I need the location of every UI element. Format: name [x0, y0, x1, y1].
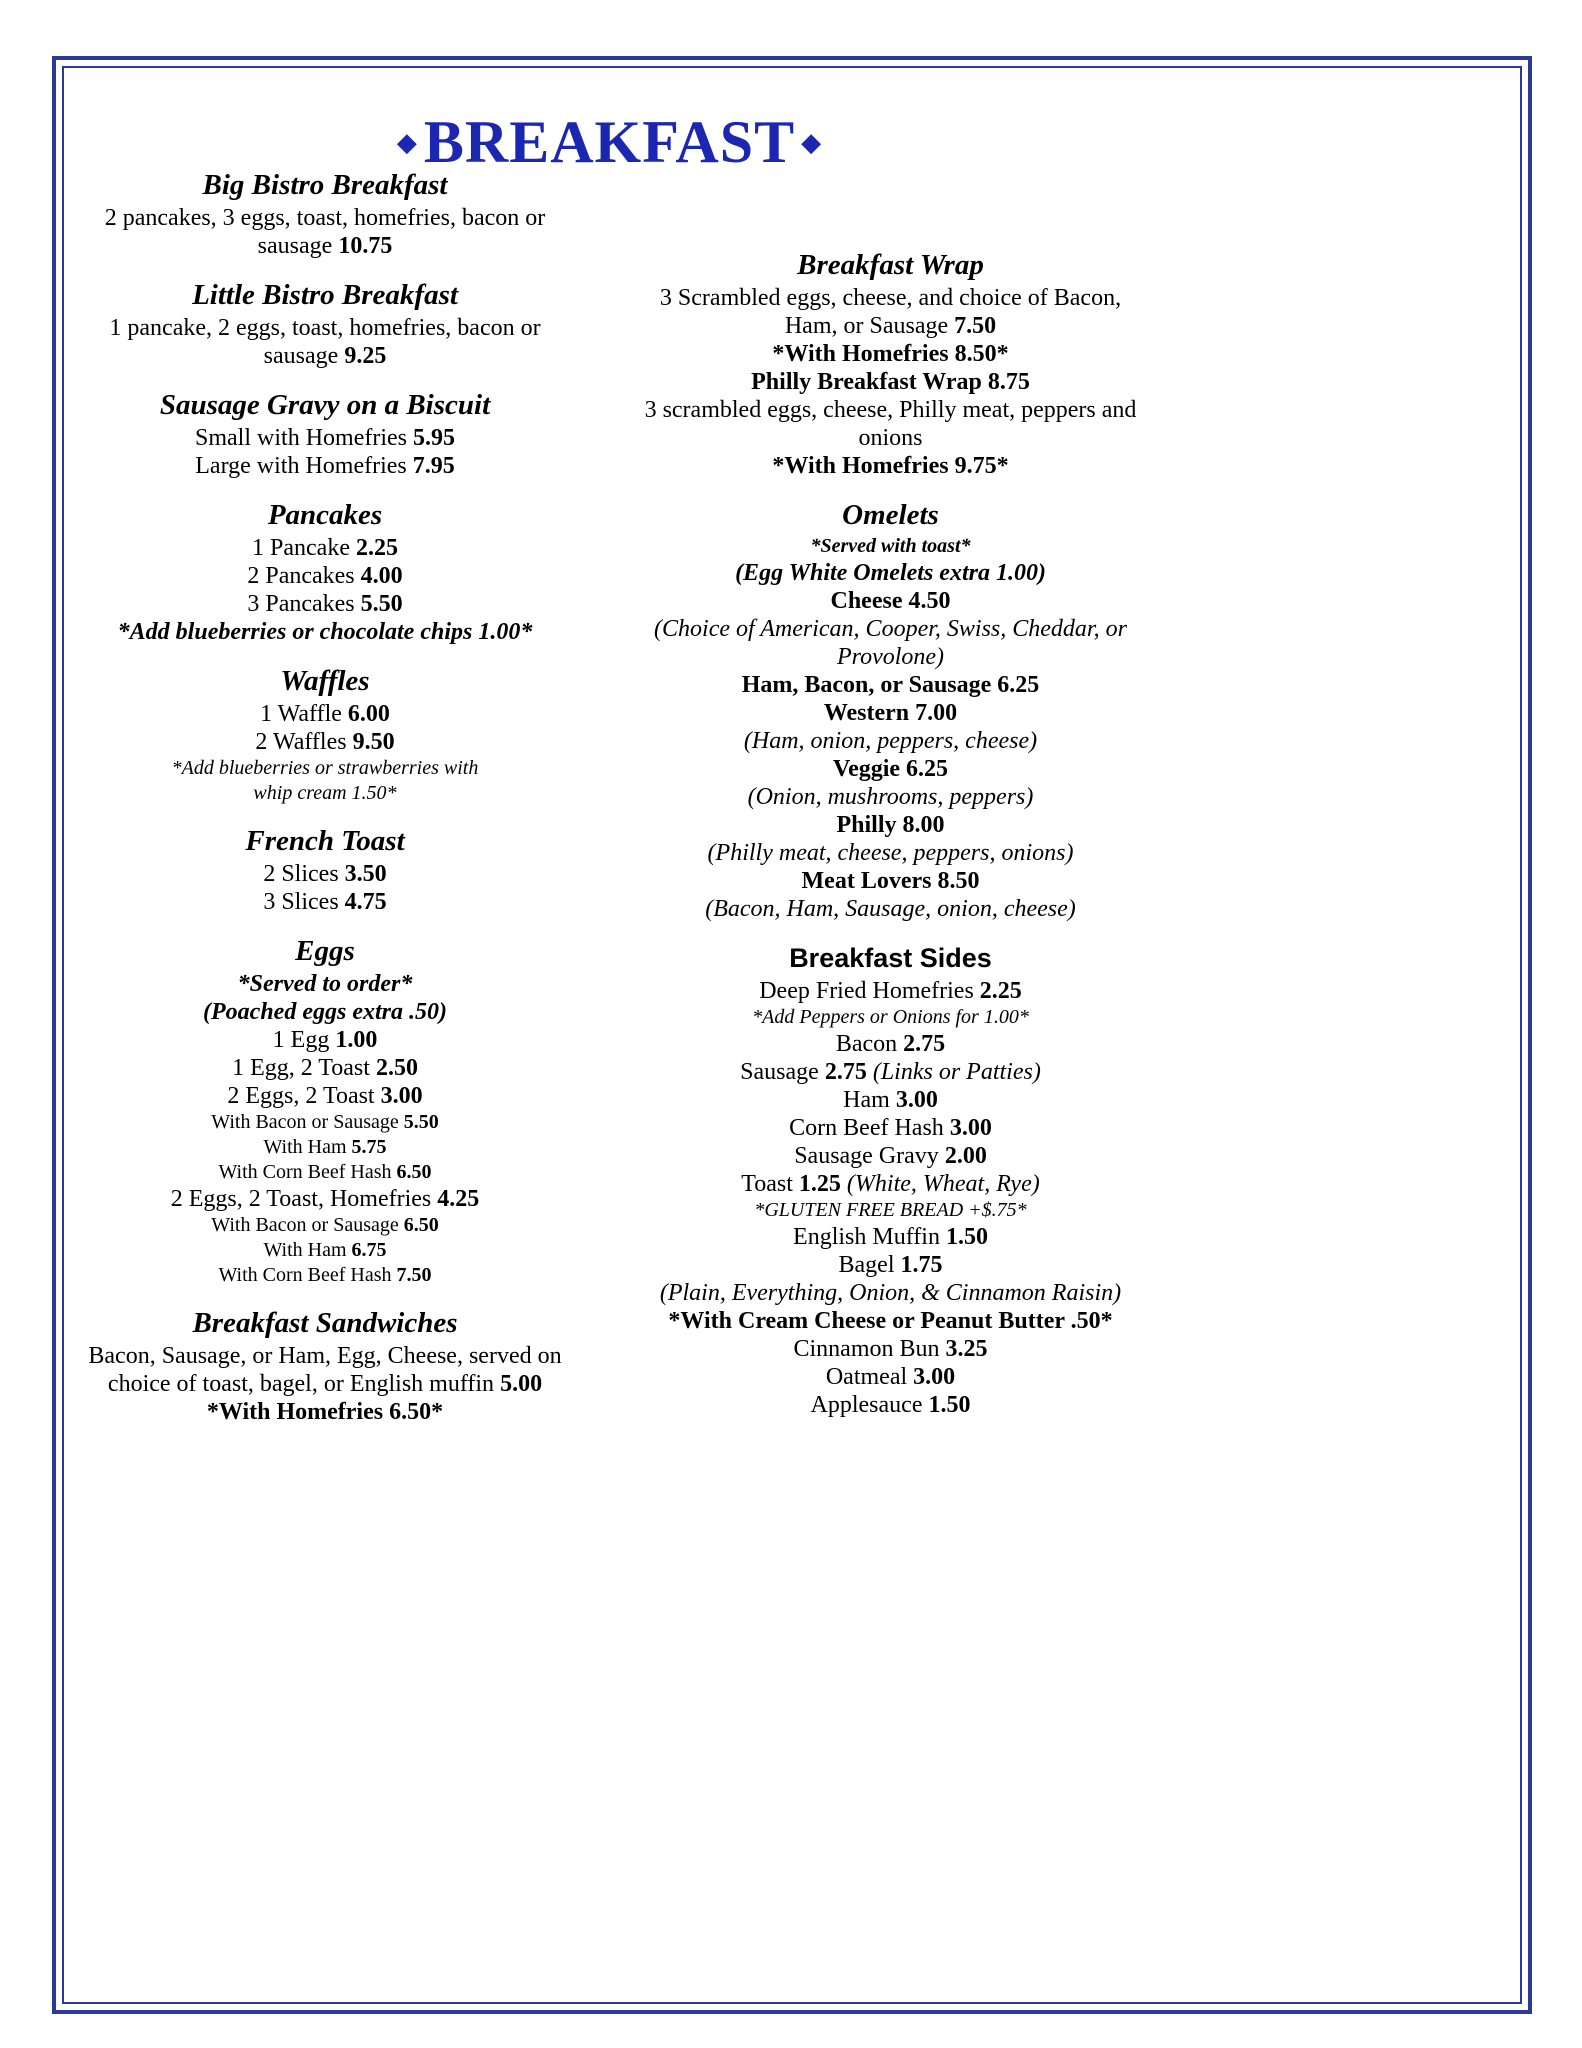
menu-line	[633, 671, 1148, 699]
menu-text: 2.25	[979, 978, 1022, 1004]
menu-line	[633, 1170, 1148, 1198]
menu-text: 3.25	[945, 1336, 988, 1362]
menu-line	[633, 615, 1148, 671]
menu-line	[633, 755, 1148, 783]
menu-text: *Add blueberries or chocolate chips 1.00*	[117, 619, 533, 645]
menu-text: 2 Eggs, 2 Toast	[227, 1083, 381, 1109]
menu-text: With Corn Beef Hash	[218, 1161, 397, 1183]
menu-text: 5.50	[403, 1111, 439, 1133]
menu-text: Toast	[741, 1171, 799, 1197]
menu-line	[633, 534, 1148, 559]
section-title: French Toast	[245, 825, 405, 857]
menu-line	[633, 559, 1148, 587]
menu-text: 5.95	[412, 425, 455, 451]
menu-text: Ham, Bacon, or Sausage 6.25	[741, 672, 1040, 698]
menu-text: 5.50	[360, 591, 403, 617]
menu-line	[633, 1142, 1148, 1170]
menu-text: (Bacon, Ham, Sausage, onion, cheese)	[705, 896, 1076, 922]
menu-line	[633, 1363, 1148, 1391]
menu-line	[85, 1082, 565, 1110]
menu-text: *Add Peppers or Onions for 1.00*	[752, 1006, 1029, 1028]
menu-text: 3 Scrambled eggs, cheese, and choice of Bacon, Ham, or Sausage	[659, 285, 1122, 339]
menu-line	[85, 590, 565, 618]
menu-text: 1 Waffle	[260, 701, 348, 727]
menu-section	[85, 276, 565, 370]
menu-line	[633, 1335, 1148, 1363]
menu-text: 1.50	[928, 1392, 971, 1418]
menu-line	[85, 1398, 565, 1426]
menu-text: Philly Breakfast Wrap 8.75	[751, 369, 1030, 395]
section-title: Waffles	[280, 665, 370, 697]
menu-line	[85, 204, 565, 260]
menu-text: 1 Egg	[272, 1027, 336, 1053]
menu-section	[85, 932, 565, 1288]
menu-text: 2 Slices	[263, 861, 345, 887]
section-title: Breakfast Sides	[789, 943, 992, 973]
menu-text: Deep Fried Homefries	[759, 978, 980, 1004]
menu-line	[633, 1030, 1148, 1058]
menu-text: (Egg White Omelets extra 1.00)	[735, 560, 1046, 586]
page-title	[62, 109, 1157, 175]
menu-line	[85, 1054, 565, 1082]
menu-line	[633, 1114, 1148, 1142]
diamond-icon: ◆	[396, 128, 418, 157]
section-title: Eggs	[295, 935, 355, 967]
menu-line	[633, 977, 1148, 1005]
menu-section	[85, 822, 565, 916]
menu-line	[633, 1058, 1148, 1086]
menu-line	[633, 1198, 1148, 1223]
menu-line	[633, 1223, 1148, 1251]
menu-text: (Ham, onion, peppers, cheese)	[743, 728, 1038, 754]
menu-text: 3.00	[913, 1364, 956, 1390]
menu-line	[633, 587, 1148, 615]
menu-text: Small with Homefries	[195, 425, 413, 451]
menu-text: 6.50	[403, 1214, 439, 1236]
menu-text: 7.95	[412, 453, 455, 479]
menu-text: Applesauce	[810, 1392, 929, 1418]
menu-text: 2 Eggs, 2 Toast, Homefries	[170, 1186, 438, 1212]
menu-text: 7.50	[396, 1264, 432, 1286]
menu-section	[85, 1304, 565, 1426]
menu-line	[633, 727, 1148, 755]
menu-line	[85, 700, 565, 728]
menu-text: 5.75	[351, 1136, 387, 1158]
menu-text: 2 Waffles	[255, 729, 353, 755]
menu-section	[85, 166, 565, 260]
menu-text: (White, Wheat, Rye)	[840, 1171, 1040, 1197]
menu-text: 4.00	[360, 563, 403, 589]
menu-line	[85, 888, 565, 916]
diamond-icon: ◆	[801, 128, 823, 157]
menu-line	[633, 1251, 1148, 1279]
menu-text: Western 7.00	[823, 700, 958, 726]
section-title: Sausage Gravy on a Biscuit	[159, 389, 491, 421]
menu-text: (Plain, Everything, Onion, & Cinnamon Raisin)	[659, 1280, 1122, 1306]
menu-text: 7.50	[954, 313, 997, 339]
menu-line	[633, 1279, 1148, 1307]
menu-line	[633, 368, 1148, 396]
menu-line	[85, 534, 565, 562]
menu-line	[85, 860, 565, 888]
menu-line	[85, 970, 565, 998]
page-title-text: BREAKFAST	[423, 109, 796, 175]
menu-line	[633, 452, 1148, 480]
menu-text: Sausage Gravy	[794, 1143, 945, 1169]
menu-line	[85, 998, 565, 1026]
menu-text: (Links or Patties)	[866, 1059, 1041, 1085]
menu-text: (Philly meat, cheese, peppers, onions)	[707, 840, 1074, 866]
menu-line	[85, 1238, 565, 1263]
menu-line	[85, 1213, 565, 1238]
menu-text: *With Homefries 6.50*	[206, 1399, 444, 1425]
menu-text: *Served with toast*	[810, 535, 971, 557]
menu-line	[85, 1185, 565, 1213]
menu-line	[85, 618, 565, 646]
menu-section	[85, 496, 565, 646]
menu-text: 6.50	[396, 1161, 432, 1183]
menu-text: 2.00	[944, 1143, 987, 1169]
menu-text: 2.50	[375, 1055, 418, 1081]
menu-text: Cheese 4.50	[830, 588, 951, 614]
menu-line	[633, 284, 1148, 340]
menu-text: 2 Pancakes	[247, 563, 361, 589]
menu-text: Bacon, Sausage, or Ham, Egg, Cheese, served on choice of toast, bagel, or English muffin	[88, 1343, 562, 1397]
menu-section	[633, 939, 1148, 1419]
menu-text: 1 pancake, 2 eggs, toast, homefries, bacon or sausage	[109, 315, 541, 369]
menu-text: *With Homefries 8.50*	[772, 341, 1009, 367]
menu-text: 6.00	[347, 701, 390, 727]
menu-line	[633, 699, 1148, 727]
menu-text: 3 Pancakes	[247, 591, 361, 617]
menu-line	[85, 1110, 565, 1135]
section-title: Breakfast Sandwiches	[192, 1307, 458, 1339]
menu-text: 5.00	[500, 1371, 543, 1397]
menu-text: 10.75	[338, 233, 393, 259]
menu-text: Philly 8.00	[836, 812, 945, 838]
menu-line	[85, 1135, 565, 1160]
menu-text: Ham	[843, 1087, 896, 1113]
menu-line	[633, 783, 1148, 811]
menu-section	[633, 246, 1148, 480]
section-title: Omelets	[842, 499, 939, 531]
menu-line	[633, 1005, 1148, 1030]
menu-line	[633, 1086, 1148, 1114]
menu-line	[85, 314, 565, 370]
menu-text: 9.50	[352, 729, 395, 755]
menu-text: *Add blueberries or strawberries with whip cream 1.50*	[171, 757, 479, 804]
menu-line	[85, 1342, 565, 1398]
menu-line	[85, 728, 565, 756]
menu-text: 4.25	[437, 1186, 480, 1212]
menu-line	[633, 1307, 1148, 1335]
section-title: Little Bistro Breakfast	[192, 279, 458, 311]
column-left	[85, 166, 565, 1442]
menu-text: *With Cream Cheese or Peanut Butter .50*	[668, 1308, 1113, 1334]
column-right	[633, 246, 1148, 1435]
menu-text: With Bacon or Sausage	[211, 1214, 404, 1236]
menu-text: Cinnamon Bun	[793, 1336, 946, 1362]
menu-line	[633, 867, 1148, 895]
menu-line	[633, 811, 1148, 839]
section-title: Pancakes	[267, 499, 383, 531]
section-title: Breakfast Wrap	[797, 249, 984, 281]
menu-section	[85, 662, 565, 806]
menu-text: 2.75	[903, 1031, 946, 1057]
menu-text: Veggie 6.25	[832, 756, 949, 782]
menu-text: 6.75	[351, 1239, 387, 1261]
menu-text: *With Homefries 9.75*	[772, 453, 1009, 479]
menu-text: 3.00	[895, 1087, 938, 1113]
menu-text: 1.50	[945, 1224, 988, 1250]
menu-text: 3.00	[380, 1083, 423, 1109]
menu-text: With Ham	[263, 1239, 352, 1261]
menu-text: Oatmeal	[825, 1364, 914, 1390]
menu-line	[633, 1391, 1148, 1419]
menu-text: 1.00	[335, 1027, 378, 1053]
menu-text: 1.75	[900, 1252, 943, 1278]
menu-line	[85, 1263, 565, 1288]
menu-text: With Bacon or Sausage	[211, 1111, 404, 1133]
menu-text: (Poached eggs extra .50)	[203, 999, 447, 1025]
menu-text: 3 scrambled eggs, cheese, Philly meat, peppers and onions	[644, 397, 1137, 451]
menu-line	[85, 1026, 565, 1054]
menu-text: *GLUTEN FREE BREAD +$.75*	[754, 1199, 1027, 1221]
section-title: Big Bistro Breakfast	[202, 169, 448, 201]
menu-line	[85, 452, 565, 480]
menu-text: English Muffin	[793, 1224, 946, 1250]
menu-line	[85, 424, 565, 452]
menu-text: (Choice of American, Cooper, Swiss, Cheddar, or Provolone)	[654, 616, 1127, 670]
menu-line	[633, 340, 1148, 368]
menu-text: With Ham	[263, 1136, 352, 1158]
menu-text: 4.75	[344, 889, 387, 915]
menu-section	[85, 386, 565, 480]
menu-text: Bacon	[835, 1031, 904, 1057]
menu-text: *Served to order*	[237, 971, 413, 997]
menu-line	[85, 1160, 565, 1185]
menu-text: 1.25	[798, 1171, 841, 1197]
menu-line	[633, 895, 1148, 923]
menu-text: Large with Homefries	[195, 453, 413, 479]
menu-text: Corn Beef Hash	[789, 1115, 950, 1141]
menu-text: 2 pancakes, 3 eggs, toast, homefries, bacon or sausage	[104, 205, 546, 259]
menu-line	[150, 756, 500, 806]
menu-text: Sausage	[740, 1059, 825, 1085]
menu-text: 9.25	[344, 343, 387, 369]
menu-line	[633, 396, 1148, 452]
menu-text: 3.50	[344, 861, 387, 887]
menu-line	[85, 562, 565, 590]
menu-text: With Corn Beef Hash	[218, 1264, 397, 1286]
menu-text: Meat Lovers 8.50	[801, 868, 980, 894]
menu-text: 2.25	[355, 535, 398, 561]
menu-text: Bagel	[838, 1252, 901, 1278]
menu-text: (Onion, mushrooms, peppers)	[747, 784, 1034, 810]
menu-text: 1 Pancake	[252, 535, 356, 561]
menu-section	[633, 496, 1148, 923]
menu-text: 3 Slices	[263, 889, 345, 915]
menu-text: 3.00	[949, 1115, 992, 1141]
menu-line	[633, 839, 1148, 867]
menu-text: 2.75	[824, 1059, 867, 1085]
menu-text: 1 Egg, 2 Toast	[232, 1055, 376, 1081]
